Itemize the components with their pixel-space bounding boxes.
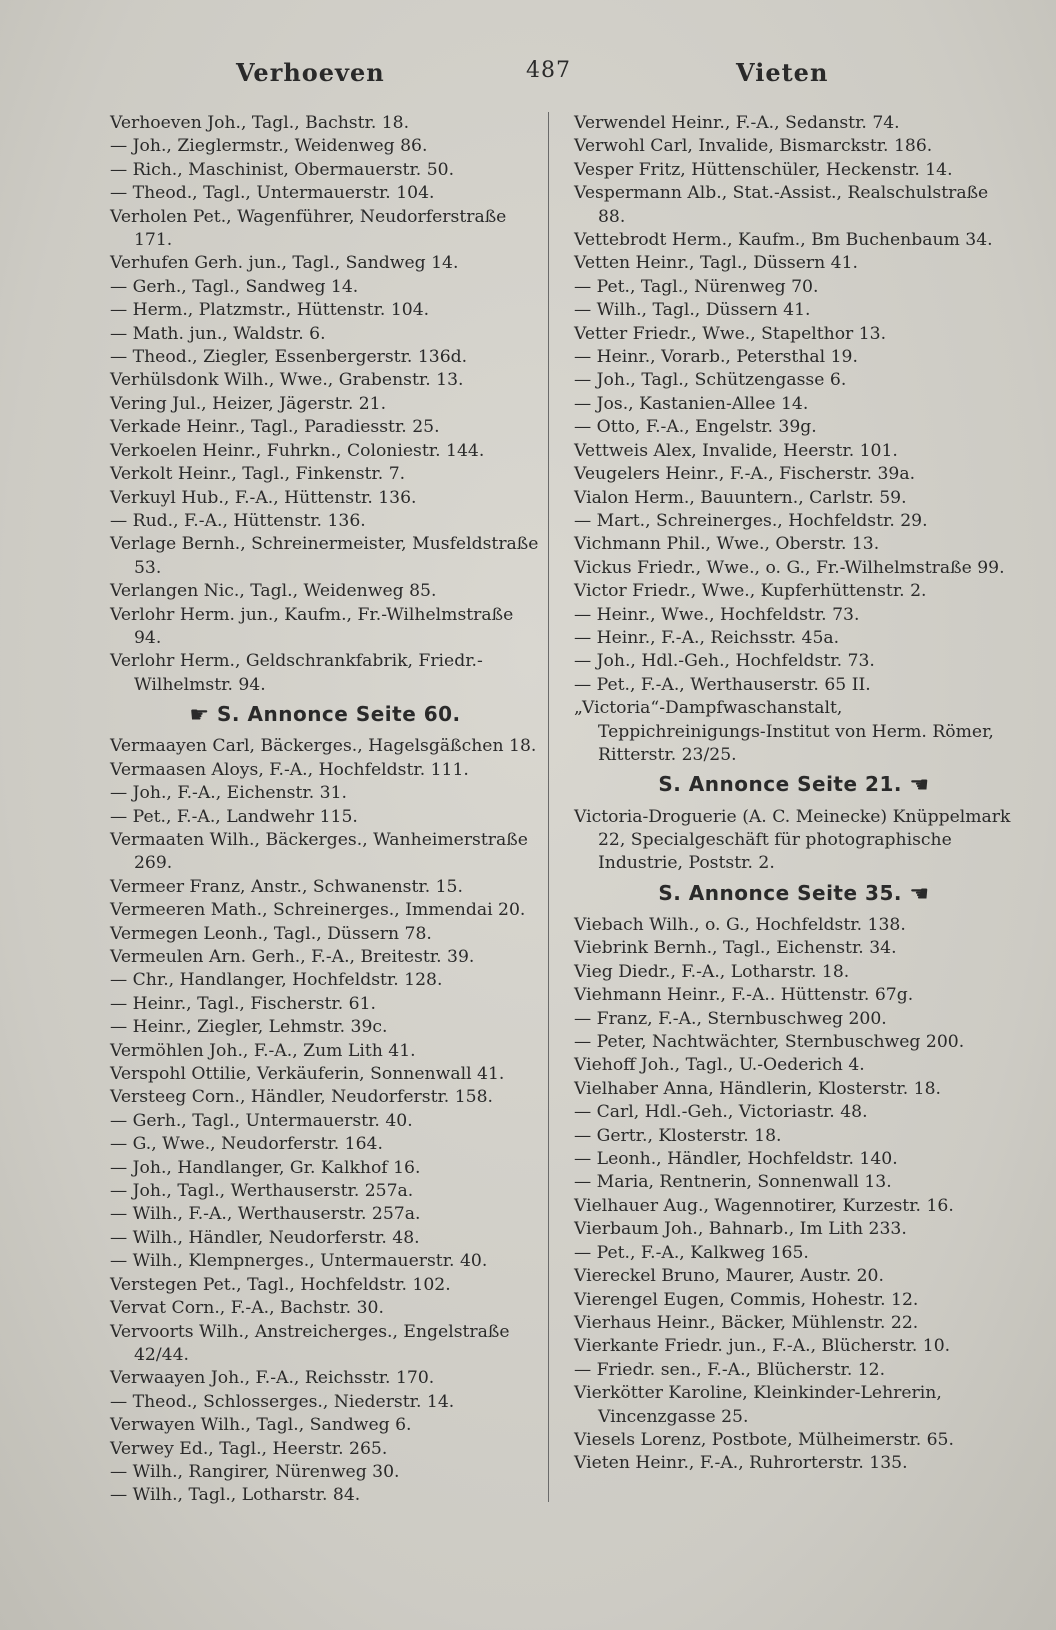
directory-entry: Verlage Bernh., Schreinermeister, Musfeldstraße 53.	[110, 534, 539, 578]
directory-entry: Verkuyl Hub., F.-A., Hüttenstr. 136.	[110, 487, 417, 508]
directory-entry: — Peter, Nachtwächter, Sternbuschweg 200.	[574, 1032, 965, 1053]
directory-entry: — Pet., F.-A., Kalkweg 165.	[574, 1242, 809, 1263]
directory-entry: Vierbaum Joh., Bahnarb., Im Lith 233.	[574, 1219, 907, 1240]
directory-entry: Viereckel Bruno, Maurer, Austr. 20.	[574, 1266, 884, 1287]
directory-entry: Viehmann Heinr., F.-A.. Hüttenstr. 67g.	[574, 985, 914, 1006]
directory-entry: — Theod., Schlosserges., Niederstr. 14.	[110, 1391, 455, 1412]
directory-entry: — Math. jun., Waldstr. 6.	[110, 323, 326, 344]
annonce-text: S. Annonce Seite 60.	[217, 702, 461, 727]
directory-entry: Verwey Ed., Tagl., Heerstr. 265.	[110, 1438, 388, 1459]
directory-entry: Vettweis Alex, Invalide, Heerstr. 101.	[574, 440, 898, 461]
directory-entry: — Otto, F.-A., Engelstr. 39g.	[574, 417, 817, 438]
directory-entry: — Wilh., Tagl., Lotharstr. 84.	[110, 1485, 361, 1506]
directory-entry: Viesels Lorenz, Postbote, Mülheimerstr. 65.	[574, 1429, 954, 1450]
directory-entry: Vierengel Eugen, Commis, Hohestr. 12.	[574, 1289, 919, 1310]
directory-entry: — Theod., Ziegler, Essenbergerstr. 136d.	[110, 347, 468, 368]
pointing-hand-icon: ☚	[909, 773, 930, 799]
directory-entry: Vermaasen Aloys, F.-A., Hochfeldstr. 111.	[110, 759, 469, 780]
directory-entry: Verhoeven Joh., Tagl., Bachstr. 18.	[110, 113, 410, 133]
directory-entry: Verwayen Wilh., Tagl., Sandweg 6.	[110, 1415, 412, 1436]
directory-entry: Verwohl Carl, Invalide, Bismarckstr. 186.	[574, 136, 933, 157]
directory-entry: Vesper Fritz, Hüttenschüler, Heckenstr. 14.	[574, 159, 953, 180]
directory-entry: Vialon Herm., Bauuntern., Carlstr. 59.	[574, 487, 907, 508]
left-entries-1	[110, 112, 540, 697]
directory-entry: — Wilh., Händler, Neudorferstr. 48.	[110, 1227, 420, 1248]
directory-entry: — Carl, Hdl.-Geh., Victoriastr. 48.	[574, 1102, 868, 1123]
directory-entry: — Wilh., Klempnerges., Untermauerstr. 40.	[110, 1251, 488, 1272]
directory-entry: — Pet., Tagl., Nürenweg 70.	[574, 276, 819, 297]
directory-entry: — Wilh., Rangirer, Nürenweg 30.	[110, 1461, 400, 1482]
column-divider	[548, 112, 549, 1502]
directory-entry: — Joh., F.-A., Eichenstr. 31.	[110, 783, 347, 804]
directory-entry: — Wilh., Tagl., Düssern 41.	[574, 300, 811, 321]
directory-entry: — Jos., Kastanien-Allee 14.	[574, 393, 809, 414]
annonce-text: S. Annonce Seite 35.	[658, 880, 902, 905]
directory-entry: Vermaaten Wilh., Bäckerges., Wanheimerstraße 269.	[110, 829, 528, 874]
directory-entry: — Joh., Handlanger, Gr. Kalkhof 16.	[110, 1157, 421, 1178]
directory-entry: Viehoff Joh., Tagl., U.-Oederich 4.	[574, 1055, 865, 1076]
directory-entry: Vickus Friedr., Wwe., o. G., Fr.-Wilhelmstraße 99.	[574, 557, 1005, 578]
directory-entry: — Maria, Rentnerin, Sonnenwall 13.	[574, 1172, 892, 1193]
directory-entry: Verlohr Herm. jun., Kaufm., Fr.-Wilhelmstraße 94.	[110, 604, 514, 648]
directory-entry: — Heinr., Ziegler, Lehmstr. 39c.	[110, 1017, 388, 1038]
directory-entry: — Theod., Tagl., Untermauerstr. 104.	[110, 183, 435, 204]
directory-entry: Viebach Wilh., o. G., Hochfeldstr. 138.	[574, 915, 906, 935]
directory-entry: Vermaayen Carl, Bäckerges., Hagelsgäßchen 18.	[110, 736, 537, 757]
directory-entry: Vielhauer Aug., Wagennotirer, Kurzestr. 16.	[574, 1195, 954, 1216]
directory-entry: Vettebrodt Herm., Kaufm., Bm Buchenbaum 34.	[574, 230, 993, 251]
directory-entry: Verspohl Ottilie, Verkäuferin, Sonnenwall 41.	[110, 1064, 505, 1085]
directory-entry: — Joh., Zieglermstr., Weidenweg 86.	[110, 136, 428, 157]
directory-entry: Verlangen Nic., Tagl., Weidenweg 85.	[110, 581, 437, 602]
directory-entry: Verkolt Heinr., Tagl., Finkenstr. 7.	[110, 464, 406, 485]
directory-entry: Verwaayen Joh., F.-A., Reichsstr. 170.	[110, 1368, 435, 1389]
directory-entry: — Joh., Tagl., Werthauserstr. 257a.	[110, 1181, 414, 1202]
directory-entry: Verhülsdonk Wilh., Wwe., Grabenstr. 13.	[110, 370, 464, 391]
directory-entry: Vielhaber Anna, Händlerin, Klosterstr. 18.	[574, 1078, 941, 1099]
directory-entry: Vetter Friedr., Wwe., Stapelthor 13.	[574, 323, 887, 344]
directory-entry: Vermöhlen Joh., F.-A., Zum Lith 41.	[110, 1040, 416, 1061]
directory-entry: Vierhaus Heinr., Bäcker, Mühlenstr. 22.	[574, 1312, 919, 1333]
left-column	[110, 112, 540, 1508]
directory-entry: — Herm., Platzmstr., Hüttenstr. 104.	[110, 300, 430, 321]
directory-entry: — Pet., F.-A., Landwehr 115.	[110, 806, 358, 827]
directory-entry: Vermeeren Math., Schreinerges., Immendai 20.	[110, 900, 526, 921]
running-head-right: Vieten	[736, 58, 829, 87]
page-number: 487	[526, 58, 571, 83]
directory-entry: Vierkante Friedr. jun., F.-A., Blücherstr. 10.	[574, 1336, 951, 1357]
directory-entry: — G., Wwe., Neudorferstr. 164.	[110, 1134, 383, 1155]
directory-entry: — Friedr. sen., F.-A., Blücherstr. 12.	[574, 1359, 886, 1380]
directory-entry: — Heinr., Vorarb., Petersthal 19.	[574, 347, 858, 368]
directory-entry: — Heinr., F.-A., Reichsstr. 45a.	[574, 627, 840, 648]
directory-entry: Vermeer Franz, Anstr., Schwanenstr. 15.	[110, 876, 463, 897]
pointing-hand-icon: ☚	[909, 881, 930, 907]
directory-entry: Vieg Diedr., F.-A., Lotharstr. 18.	[574, 961, 850, 982]
directory-entry: — Franz, F.-A., Sternbuschweg 200.	[574, 1008, 887, 1029]
directory-entry: — Joh., Hdl.-Geh., Hochfeldstr. 73.	[574, 651, 875, 672]
directory-entry: Versteeg Corn., Händler, Neudorferstr. 158.	[110, 1087, 494, 1108]
directory-entry: Vermegen Leonh., Tagl., Düssern 78.	[110, 923, 432, 944]
directory-entry: — Mart., Schreinerges., Hochfeldstr. 29.	[574, 510, 928, 531]
directory-entry: Verlohr Herm., Geldschrankfabrik, Friedr.-Wilhelmstr. 94.	[110, 651, 483, 695]
directory-entry: — Wilh., F.-A., Werthauserstr. 257a.	[110, 1204, 421, 1225]
directory-entry: — Rich., Maschinist, Obermauerstr. 50.	[110, 159, 455, 180]
right-column	[574, 112, 1014, 1476]
directory-entry: Verkade Heinr., Tagl., Paradiesstr. 25.	[110, 417, 440, 438]
directory-entry: — Gerh., Tagl., Sandweg 14.	[110, 276, 359, 297]
annonce-text: S. Annonce Seite 21.	[658, 772, 902, 797]
left-entries-2	[110, 735, 540, 1507]
directory-entry: — Gerh., Tagl., Untermauerstr. 40.	[110, 1110, 413, 1131]
directory-entry: Verhufen Gerh. jun., Tagl., Sandweg 14.	[110, 253, 459, 274]
directory-entry: — Gertr., Klosterstr. 18.	[574, 1125, 782, 1146]
directory-entry: Vierkötter Karoline, Kleinkinder-Lehrerin, Vincenzgasse 25.	[574, 1383, 942, 1427]
right-entries-1	[574, 112, 1014, 767]
annonce-reference-left	[110, 703, 540, 727]
directory-entry: — Heinr., Tagl., Fischerstr. 61.	[110, 993, 376, 1014]
directory-entry: Veugelers Heinr., F.-A., Fischerstr. 39a.	[574, 464, 916, 485]
directory-entry: Viebrink Bernh., Tagl., Eichenstr. 34.	[574, 938, 897, 959]
right-entries-3	[574, 914, 1014, 1476]
directory-entry: — Pet., F.-A., Werthauserstr. 65 II.	[574, 674, 871, 695]
annonce-reference-right-2	[574, 882, 1014, 906]
page-header	[0, 58, 1056, 98]
directory-entry: Verstegen Pet., Tagl., Hochfeldstr. 102.	[110, 1274, 451, 1295]
directory-entry: Vieten Heinr., F.-A., Ruhrorterstr. 135.	[574, 1453, 908, 1474]
directory-entry: Vering Jul., Heizer, Jägerstr. 21.	[110, 393, 387, 414]
directory-entry: — Chr., Handlanger, Hochfeldstr. 128.	[110, 970, 443, 991]
directory-entry: Victoria-Droguerie (A. C. Meinecke) Knüppelmark 22, Specialgeschäft für photographische Industrie, Poststr. 2.	[574, 806, 1011, 874]
directory-entry: Verwendel Heinr., F.-A., Sedanstr. 74.	[574, 113, 900, 133]
right-entries-2	[574, 806, 1014, 876]
directory-entry: Vichmann Phil., Wwe., Oberstr. 13.	[574, 534, 880, 555]
directory-entry: Verholen Pet., Wagenführer, Neudorferstraße 171.	[110, 206, 507, 251]
directory-entry: Vespermann Alb., Stat.-Assist., Realschulstraße 88.	[574, 183, 989, 227]
directory-entry: — Heinr., Wwe., Hochfeldstr. 73.	[574, 604, 860, 625]
pointing-hand-icon: ☛	[189, 702, 210, 728]
directory-entry: Vetten Heinr., Tagl., Düssern 41.	[574, 253, 858, 274]
running-head-left: Verhoeven	[236, 58, 385, 87]
directory-entry: — Rud., F.-A., Hüttenstr. 136.	[110, 510, 366, 531]
directory-entry: Vervoorts Wilh., Anstreicherges., Engelstraße 42/44.	[110, 1321, 510, 1365]
directory-entry: — Leonh., Händler, Hochfeldstr. 140.	[574, 1149, 898, 1170]
directory-entry: „Victoria“-Dampfwaschanstalt, Teppichreinigungs-Institut von Herm. Römer, Ritterstr. 23/25.	[574, 698, 994, 765]
directory-entry: — Joh., Tagl., Schützengasse 6.	[574, 370, 847, 391]
annonce-reference-right-1	[574, 773, 1014, 797]
directory-entry: Victor Friedr., Wwe., Kupferhüttenstr. 2.	[574, 581, 927, 602]
directory-entry: Verkoelen Heinr., Fuhrkn., Coloniestr. 144.	[110, 440, 485, 461]
directory-entry: Vervat Corn., F.-A., Bachstr. 30.	[110, 1298, 384, 1319]
directory-entry: Vermeulen Arn. Gerh., F.-A., Breitestr. 39.	[110, 947, 475, 968]
